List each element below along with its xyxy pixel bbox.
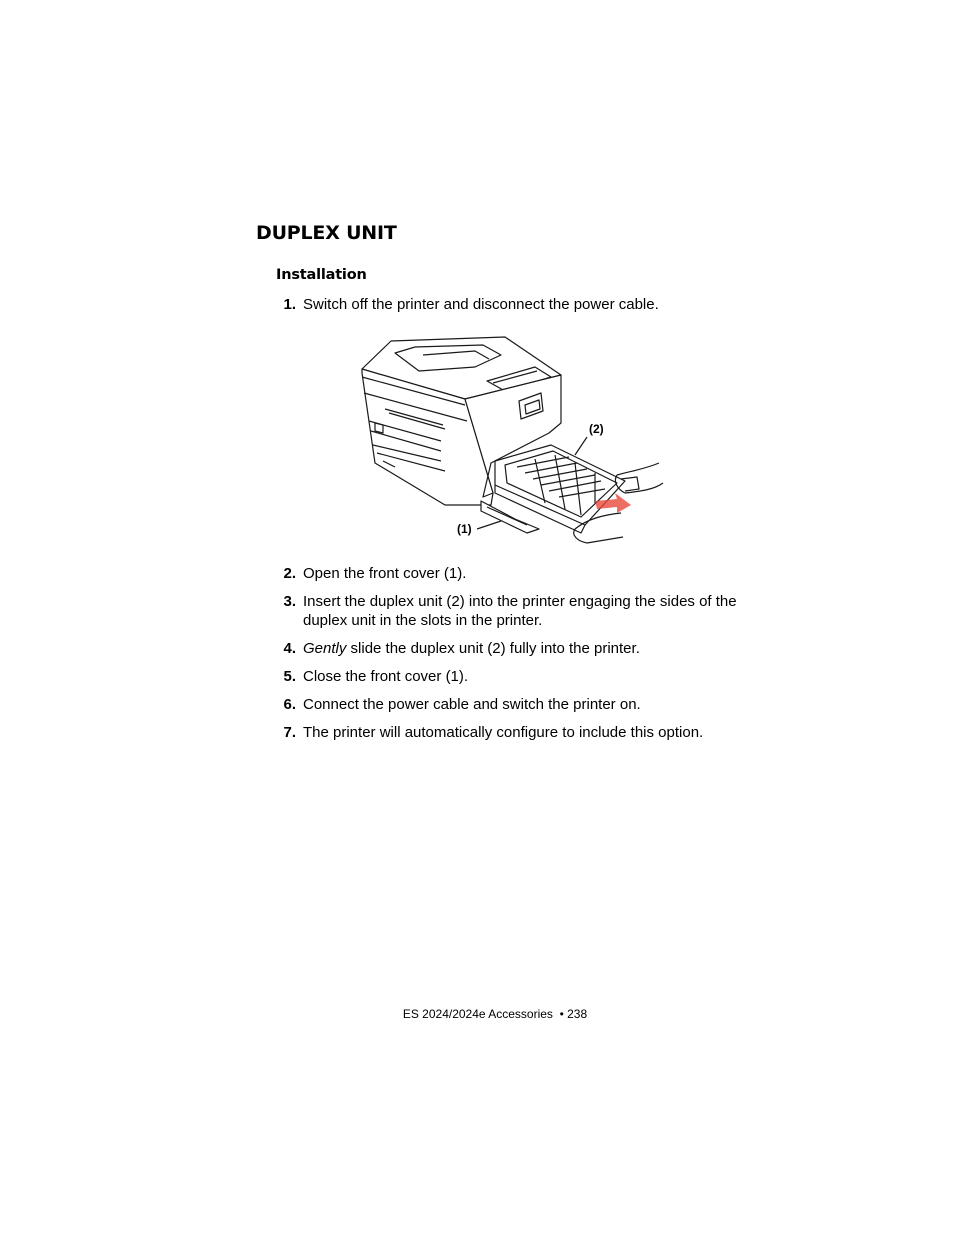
step-text: The printer will automatically configure to include this option.: [303, 724, 704, 741]
step-text: Insert the duplex unit (2) into the printer engaging the sides of the duplex unit in the slots in the printer.: [303, 593, 737, 629]
step-number: 5.: [283, 668, 296, 685]
step-emphasis: Gently: [303, 640, 347, 657]
step-text: Open the front cover (1).: [303, 565, 467, 582]
step-number: 1.: [283, 296, 296, 313]
step-number: 6.: [283, 696, 296, 713]
step-3: [276, 592, 746, 630]
step-2: [276, 564, 746, 583]
step-text: Connect the power cable and switch the printer on.: [303, 696, 641, 713]
step-text: Switch off the printer and disconnect the power cable.: [303, 296, 659, 313]
step-text-rest: slide the duplex unit (2) fully into the printer.: [346, 640, 640, 657]
duplex-installation-illustration: [355, 333, 675, 548]
step-number: 7.: [283, 724, 296, 741]
step-1: [276, 295, 746, 314]
section-title: DUPLEX UNIT: [256, 222, 397, 244]
subsection-title: Installation: [276, 267, 367, 283]
step-4: [276, 639, 746, 658]
step-text: Close the front cover (1).: [303, 668, 469, 685]
callout-2: (2): [589, 422, 604, 436]
callout-1: (1): [457, 522, 472, 536]
page-footer: ES 2024/2024e Accessories • 238: [402, 1007, 588, 1021]
step-5: [276, 667, 746, 686]
step-7: [276, 723, 746, 742]
step-number: 3.: [283, 593, 296, 610]
step-text: [303, 639, 746, 658]
step-number: 4.: [283, 640, 296, 657]
step-6: [276, 695, 746, 714]
step-number: 2.: [283, 565, 296, 582]
